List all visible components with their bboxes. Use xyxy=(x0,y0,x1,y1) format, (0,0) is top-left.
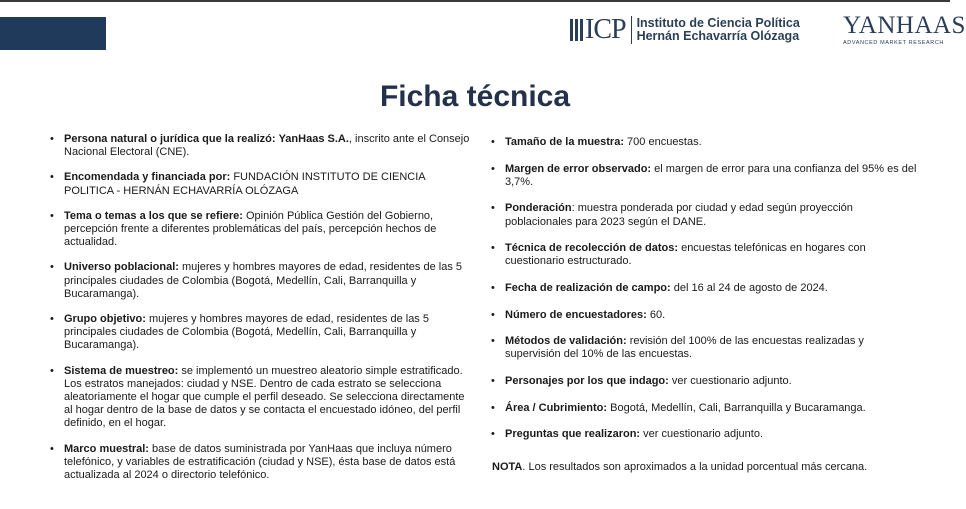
item-text: 700 encuestas. xyxy=(624,136,702,148)
note-text: . Los resultados son aproximados a la unidad porcentual más cercana. xyxy=(522,461,868,473)
item-label: Métodos de validación: xyxy=(505,335,627,348)
bullet-icon: • xyxy=(50,209,54,222)
item-text: FUNDACIÓN INSTITUTO DE CIENCIA POLITICA - HERNÁN ECHAVARRÍA OLÓZAGA xyxy=(64,171,426,197)
item-text: ver cuestionario adjunto. xyxy=(640,428,764,441)
bullet-icon: • xyxy=(491,308,495,321)
note-label: NOTA xyxy=(492,461,523,473)
icp-name-line2: Hernán Echavarría Olózaga xyxy=(636,29,800,43)
list-item xyxy=(50,313,476,353)
item-text: : muestra ponderada por ciudad y edad según proyección poblacionales para 2023 según el DANE. xyxy=(505,202,853,228)
item-label: Tamaño de la muestra: xyxy=(505,136,624,148)
list-item xyxy=(50,261,476,301)
item-text: 60. xyxy=(646,308,666,321)
item-label: Fecha de realización de campo: xyxy=(505,281,671,294)
list-item xyxy=(491,335,917,361)
list-item xyxy=(491,242,917,268)
list-item xyxy=(50,209,476,250)
icp-bars-icon xyxy=(570,19,583,41)
item-label: Preguntas que realizaron: xyxy=(505,428,641,441)
icp-logo xyxy=(570,16,800,44)
item-text: base de datos suministrada por YanHaas que incluya número telefónico, y variables de estratificación (ciudad y NSE), ésta base de datos está actualizada al 2024 o directorio telefónico. xyxy=(64,442,456,482)
bullet-icon: • xyxy=(491,374,495,387)
header-color-block xyxy=(0,17,106,50)
list-item xyxy=(50,364,476,431)
item-text: ver cuestionario adjunto. xyxy=(668,374,792,387)
item-label: Ponderación xyxy=(505,202,572,215)
bullet-icon: • xyxy=(50,171,54,184)
list-item xyxy=(491,401,917,415)
bullet-icon: • xyxy=(50,133,54,145)
list-item xyxy=(491,308,917,322)
yanhaas-tagline: ADVANCED MARKET RESEARCH xyxy=(843,40,944,46)
list-item xyxy=(491,136,917,149)
item-label: Persona natural o jurídica que la realizó: xyxy=(64,133,276,145)
item-label: Sistema de muestreo: xyxy=(64,364,179,377)
top-rule xyxy=(0,0,950,2)
item-label: Margen de error observado: xyxy=(505,162,652,175)
list-item xyxy=(50,133,476,159)
icp-mark xyxy=(570,16,626,44)
item-label: Técnica de recolección de datos: xyxy=(505,242,679,255)
icp-divider xyxy=(631,16,632,44)
item-text: el margen de error para una confianza del 95% es del 3,7%. xyxy=(505,162,917,188)
item-label: Personajes por los que indago: xyxy=(505,374,669,387)
item-text: mujeres y hombres mayores de edad, residentes de las 5 principales ciudades de Colombia (Bogotá, Medellín, Cali, Barranquilla y Bucaramanga). xyxy=(64,261,463,300)
bullet-icon: • xyxy=(50,261,54,274)
list-item xyxy=(491,162,917,189)
icp-name-line1: Instituto de Ciencia Política xyxy=(636,16,800,30)
bullet-icon: • xyxy=(491,401,495,414)
item-bold-value: YanHaas S.A. xyxy=(278,133,349,145)
item-label: Grupo objetivo: xyxy=(64,313,146,326)
icp-letters: ICP xyxy=(585,14,626,45)
item-text: se implementó un muestreo aleatorio simple estratificado. Los estratos manejados: ciudad y NSE. Dentro de cada estrato se selecciona aleatoriamente el hogar que cumple el perfil deseado. Se selecciona directamente al hogar dentro de la base de datos y se contacta el encuestado idóneo, del perfil definido, en el hogar. xyxy=(64,364,465,430)
left-spec-list xyxy=(50,133,476,494)
list-item xyxy=(491,374,917,388)
item-text: Bogotá, Medellín, Cali, Barranquilla y Bucaramanga. xyxy=(607,401,866,414)
list-item xyxy=(491,202,917,228)
right-spec-list xyxy=(491,136,917,455)
yanhaas-logo xyxy=(843,13,966,46)
item-label: Tema o temas a los que se refiere: xyxy=(64,209,243,222)
bullet-icon: • xyxy=(491,242,495,255)
item-label: Universo poblacional: xyxy=(64,261,179,274)
item-text: Opinión Pública Gestión del Gobierno, percepción frente a diferentes problemáticas del país, percepción hechos de actualidad. xyxy=(64,209,437,249)
bullet-icon: • xyxy=(491,335,495,348)
bullet-icon: • xyxy=(491,136,495,148)
bullet-icon: • xyxy=(50,364,54,377)
item-text: , inscrito ante el Consejo Nacional Electoral (CNE). xyxy=(64,133,470,159)
item-label: Número de encuestadores: xyxy=(505,308,647,321)
item-label: Marco muestral: xyxy=(64,442,149,455)
list-item xyxy=(50,171,476,197)
bullet-icon: • xyxy=(491,281,495,294)
bullet-icon: • xyxy=(491,202,495,215)
item-text: encuestas telefónicas en hogares con cuestionario estructurado. xyxy=(505,242,866,268)
item-label: Encomendada y financiada por: xyxy=(64,171,231,184)
footnote xyxy=(492,461,867,473)
item-label: Área / Cubrimiento: xyxy=(505,401,608,414)
list-item xyxy=(491,281,917,295)
bullet-icon: • xyxy=(50,442,54,455)
icp-name xyxy=(637,17,800,43)
item-text: mujeres y hombres mayores de edad, residentes de las 5 principales ciudades de Colombia (Bogotá, Medellín, Cali, Barranquilla y Bucaramanga). xyxy=(64,313,429,352)
item-text: revisión del 100% de las encuestas realizadas y supervisión del 10% de las encuestas. xyxy=(505,335,864,361)
bullet-icon: • xyxy=(491,162,495,175)
page-title: Ficha técnica xyxy=(379,80,571,113)
item-text: del 16 al 24 de agosto de 2024. xyxy=(670,281,828,294)
yanhaas-wordmark: YANHAAS xyxy=(843,12,966,39)
bullet-icon: • xyxy=(50,313,54,326)
list-item xyxy=(491,428,917,441)
list-item xyxy=(50,442,476,483)
bullet-icon: • xyxy=(491,428,495,441)
